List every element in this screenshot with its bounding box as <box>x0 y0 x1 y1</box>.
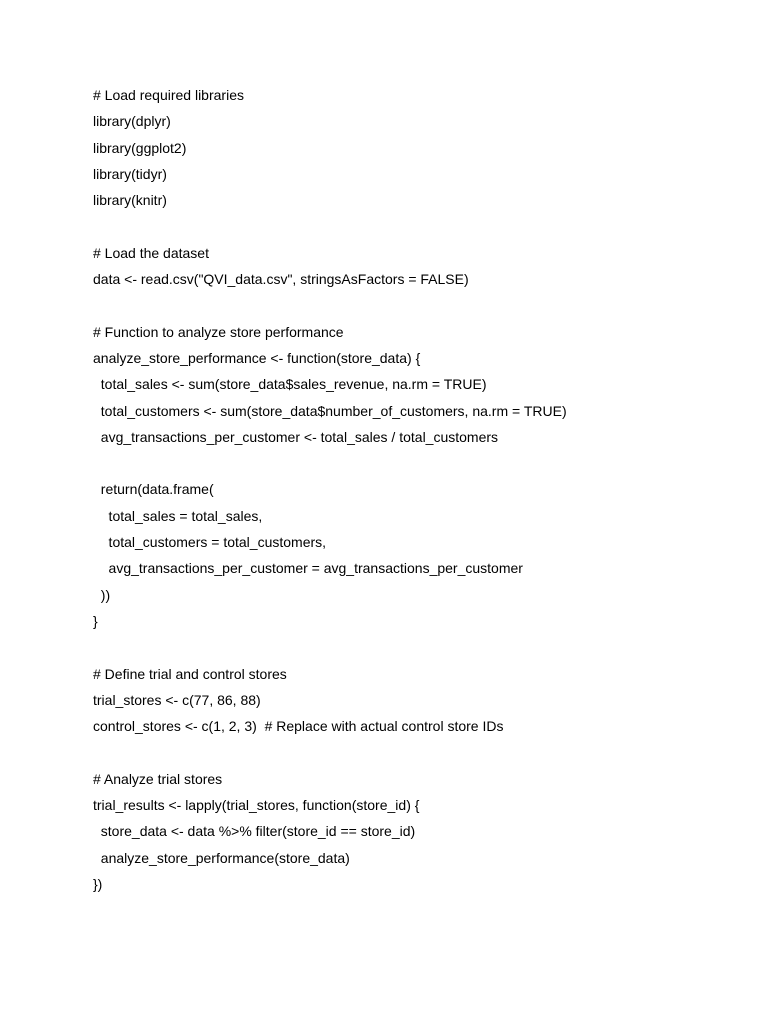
code-line: total_sales <- sum(store_data$sales_revenue, na.rm = TRUE) <box>93 376 487 393</box>
code-line: avg_transactions_per_customer = avg_transactions_per_customer <box>93 560 523 577</box>
blank-line <box>93 213 733 239</box>
code-listing <box>93 82 733 897</box>
code-line: return(data.frame( <box>93 481 214 498</box>
code-line: library(knitr) <box>93 192 167 209</box>
comment-line: # Define trial and control stores <box>93 665 287 682</box>
comment-line: # Load required libraries <box>93 87 244 103</box>
comment-line: # Function to analyze store performance <box>93 323 344 340</box>
code-line: trial_results <- lapply(trial_stores, function(store_id) { <box>93 797 420 814</box>
code-line: } <box>93 612 98 629</box>
code-line: }) <box>93 875 103 892</box>
code-line: library(dplyr) <box>93 113 171 130</box>
code-line: data <- read.csv("QVI_data.csv", stringsAsFactors = FALSE) <box>93 271 469 288</box>
code-line: avg_transactions_per_customer <- total_sales / total_customers <box>93 428 499 445</box>
code-line: total_sales = total_sales, <box>93 507 263 524</box>
code-line: analyze_store_performance(store_data) <box>93 849 350 866</box>
code-line: total_customers = total_customers, <box>93 534 327 551</box>
blank-line <box>93 739 733 765</box>
blank-line <box>93 450 733 476</box>
code-line: total_customers <- sum(store_data$number_of_customers, na.rm = TRUE) <box>93 402 567 419</box>
comment-line: # Load the dataset <box>93 244 209 261</box>
code-line: )) <box>93 586 111 603</box>
code-line: analyze_store_performance <- function(store_data) { <box>93 349 421 366</box>
code-line: trial_stores <- c(77, 86, 88) <box>93 691 261 708</box>
blank-line <box>93 292 733 318</box>
code-line: library(tidyr) <box>93 165 167 182</box>
comment-line: # Analyze trial stores <box>93 770 223 787</box>
code-line: store_data <- data %>% filter(store_id == store_id) <box>93 823 416 840</box>
code-line: control_stores <- c(1, 2, 3) # Replace with actual control store IDs <box>93 718 504 735</box>
blank-line <box>93 634 733 660</box>
code-line: library(ggplot2) <box>93 139 187 156</box>
